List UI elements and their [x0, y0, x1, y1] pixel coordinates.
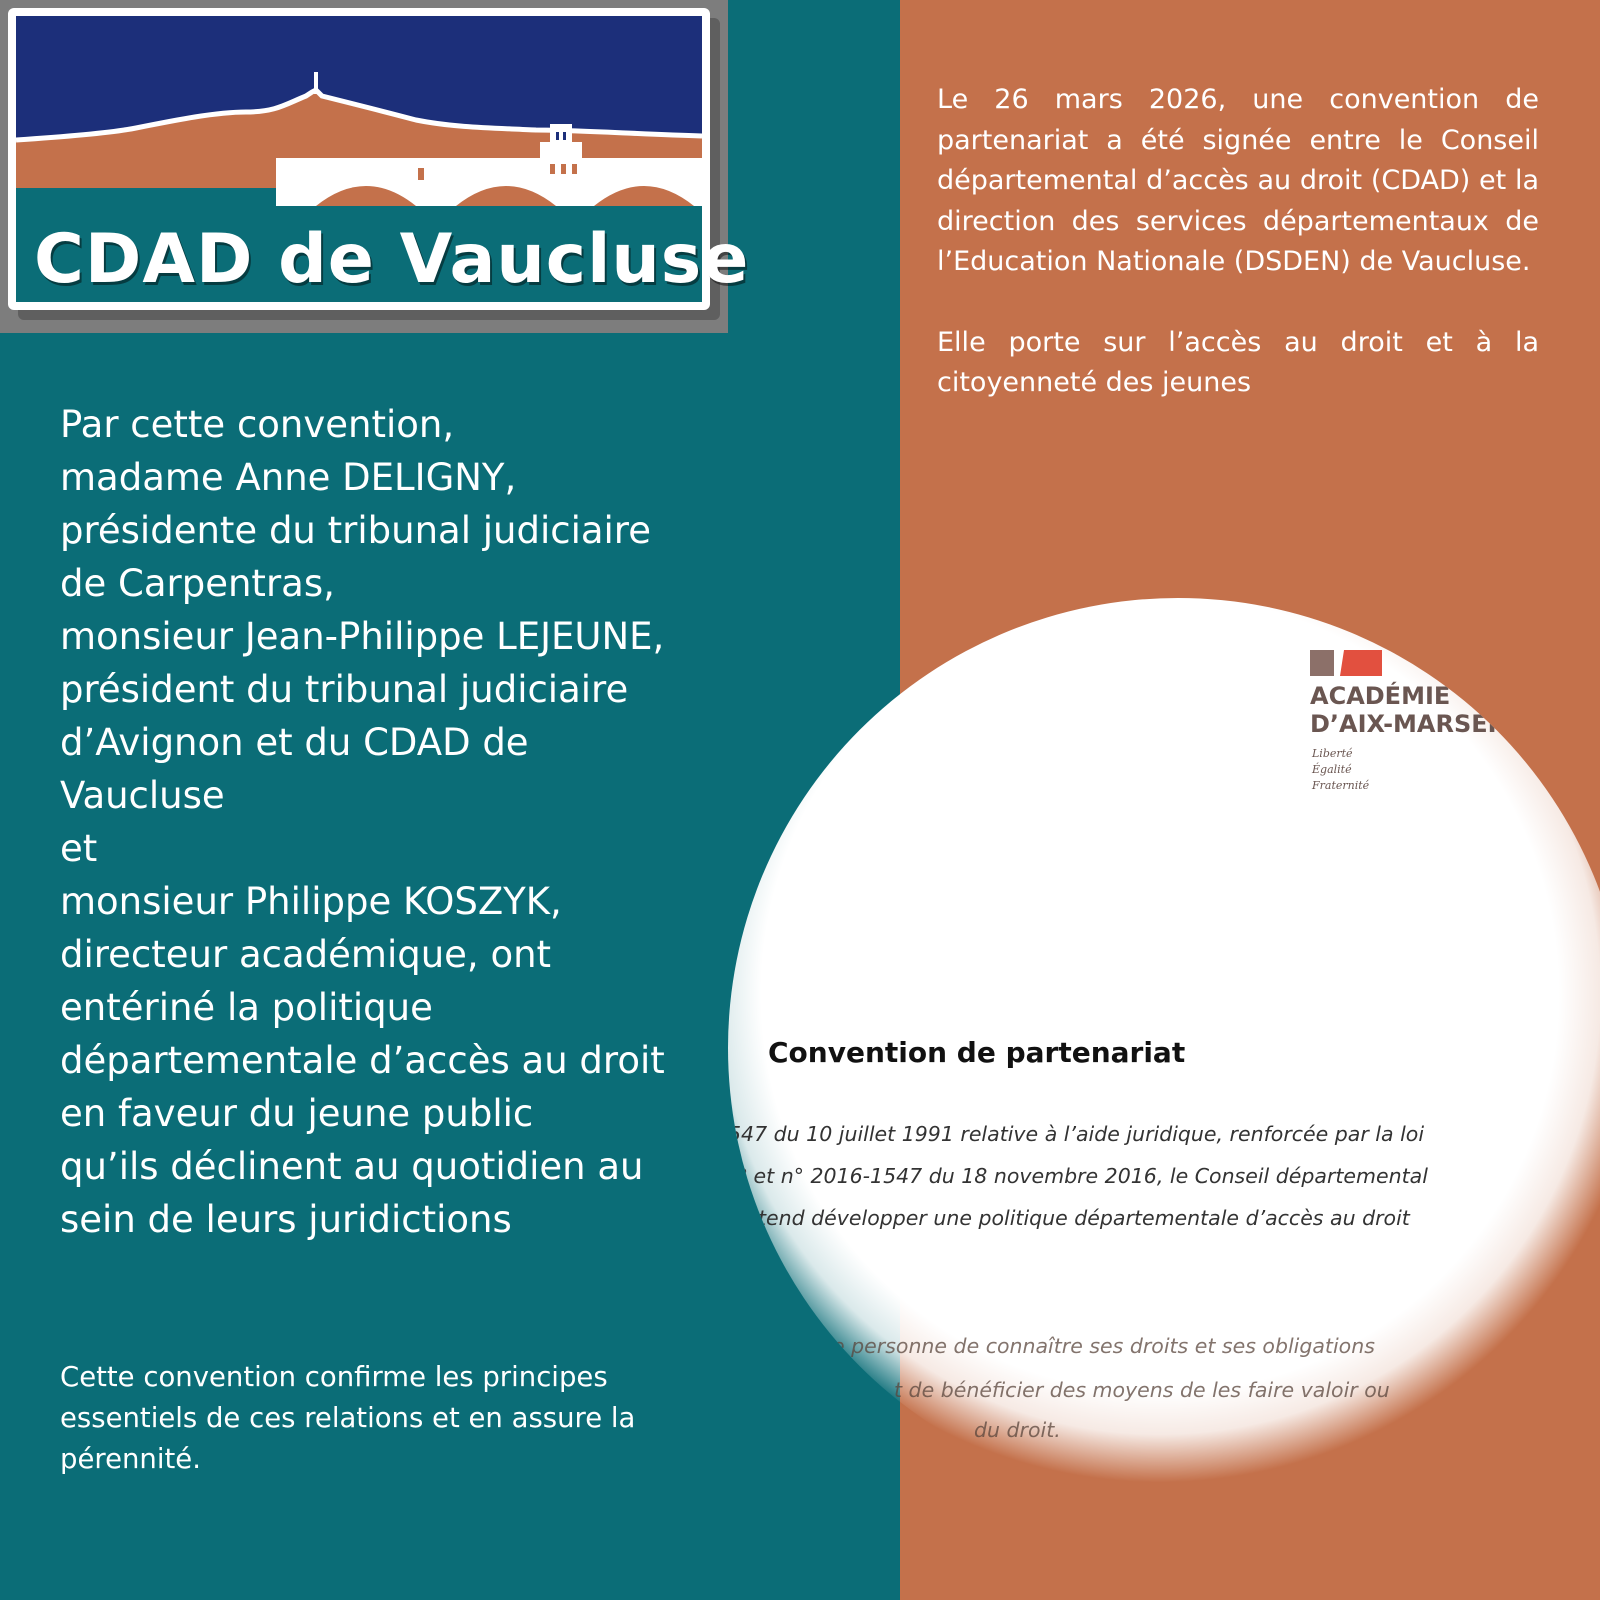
- main-text-line: madame Anne DELIGNY,: [60, 456, 517, 499]
- cdad-logo: [8, 8, 750, 310]
- convention-document-image: [728, 598, 1600, 1498]
- main-text-line: monsieur Philippe KOSZYK,: [60, 880, 562, 923]
- main-text-line: présidente du tribunal judiciaire: [60, 509, 651, 552]
- main-text-line: sein de leurs juridictions: [60, 1198, 512, 1241]
- main-text: [60, 398, 780, 1246]
- main-text-line: entériné la politique: [60, 986, 433, 1029]
- document-line: tend développer une politique départementale d’accès au droit: [758, 1206, 1410, 1230]
- document-page: [728, 598, 1600, 1498]
- marianne-flag-icon: [1310, 650, 1382, 676]
- intro-paragraph-1: Le 26 mars 2026, une convention de partenariat a été signée entre le Conseil départemental d’accès au droit (CDAD) et la direction des services départementaux de l’Education Nationale (DSDEN) de Vaucluse.: [937, 84, 1539, 277]
- intro-paragraph-2: Elle porte sur l’accès au droit et à la citoyenneté des jeunes: [937, 326, 1539, 398]
- main-text-line: directeur académique, ont: [60, 933, 552, 976]
- logo-frame: [0, 0, 750, 333]
- main-text-line: et: [60, 827, 98, 870]
- main-text-line: en faveur du jeune public: [60, 1092, 534, 1135]
- document-line: du droit.: [974, 1418, 1061, 1442]
- document-line: 547 du 10 juillet 1991 relative à l’aide juridique, renforcée par la loi: [728, 1122, 1425, 1146]
- document-title: Convention de partenariat: [768, 1036, 1186, 1069]
- main-text-line: président du tribunal judiciaire: [60, 668, 629, 711]
- main-text-line: qu’ils déclinent au quotidien au: [60, 1145, 644, 1188]
- document-line: t de bénéficier des moyens de les faire valoir ou: [894, 1378, 1390, 1402]
- main-text-line: de Carpentras,: [60, 562, 335, 605]
- conclusion-line: Cette convention confirme les principes: [60, 1361, 608, 1393]
- conclusion-line: essentiels de ces relations et en assure la: [60, 1402, 636, 1434]
- republic-motto: Liberté Égalité Fraternité: [1312, 747, 1370, 792]
- conclusion-line: pérennité.: [60, 1443, 201, 1475]
- main-text-line: Vaucluse: [60, 774, 225, 817]
- main-text-line: d’Avignon et du CDAD de: [60, 721, 529, 764]
- document-line: te personne de connaître ses droits et ses obligations: [824, 1334, 1375, 1358]
- academie-name: ACADÉMIE D’AIX-MARSEILLE: [1310, 682, 1544, 738]
- conclusion-text: [60, 1357, 760, 1480]
- main-text-line: monsieur Jean-Philippe LEJEUNE,: [60, 615, 665, 658]
- document-line: 8 et n° 2016-1547 du 18 novembre 2016, le Conseil départemental: [734, 1164, 1428, 1188]
- main-text-line: départementale d’accès au droit: [60, 1039, 665, 1082]
- logo-title: CDAD de Vaucluse: [34, 220, 750, 299]
- main-text-line: Par cette convention,: [60, 403, 455, 446]
- intro-text: [937, 80, 1539, 404]
